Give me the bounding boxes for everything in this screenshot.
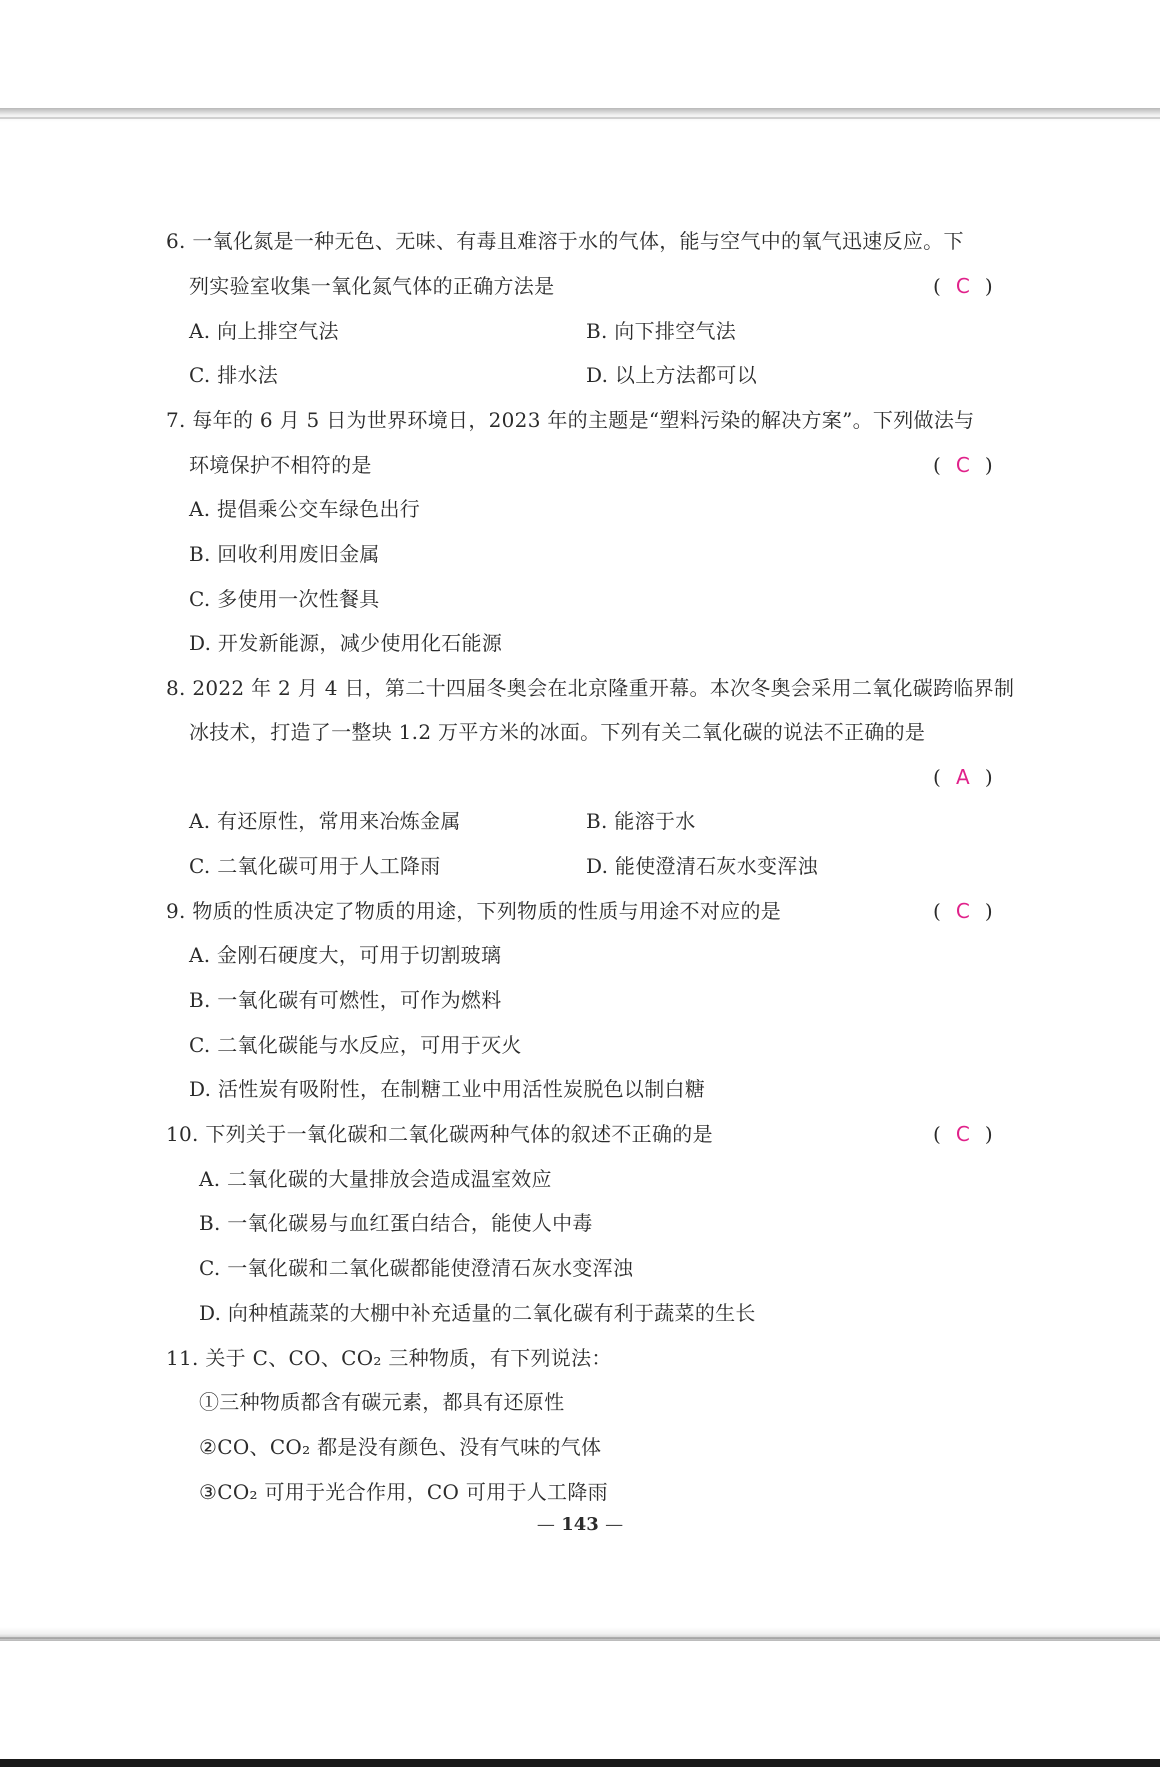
q9-option-b: B. 一氧化碳有可燃性，可作为燃料 [189, 988, 502, 1012]
q7-option-a: A. 提倡乘公交车绿色出行 [189, 497, 421, 521]
page-bottom-shadow [0, 1627, 1160, 1641]
bracket-open: ( [933, 765, 941, 789]
page-top-edge [0, 117, 1160, 119]
page-top-shadow [0, 108, 1160, 122]
bracket-open: ( [933, 1122, 941, 1146]
bracket-close: ) [984, 765, 993, 789]
q9-answer-bracket [933, 897, 993, 925]
q10-answer: C [955, 1122, 970, 1146]
q9-option-c: C. 二氧化碳能与水反应，可用于灭火 [189, 1033, 522, 1057]
q7-answer-bracket [933, 451, 993, 479]
bracket-close: ) [984, 899, 993, 923]
q7-option-d: D. 开发新能源，减少使用化石能源 [189, 631, 503, 655]
q11-stem-line1: 11. 关于 C、CO、CO₂ 三种物质，有下列说法： [166, 1346, 612, 1370]
bracket-close: ) [984, 274, 993, 298]
q10-option-a: A. 二氧化碳的大量排放会造成温室效应 [199, 1167, 552, 1191]
q7-stem-line2: 环境保护不相符的是 [189, 453, 372, 477]
q7-option-c: C. 多使用一次性餐具 [189, 587, 380, 611]
page-dash-left: — [536, 1514, 555, 1535]
page-number-footer [0, 1512, 1160, 1538]
q9-stem-line1: 9. 物质的性质决定了物质的用途，下列物质的性质与用途不对应的是 [166, 899, 782, 923]
bracket-open: ( [933, 453, 941, 477]
q7-answer: C [955, 453, 970, 477]
q10-option-b: B. 一氧化碳易与血红蛋白结合，能使人中毒 [199, 1211, 593, 1235]
q8-stem-line2: 冰技术，打造了一整块 1.2 万平方米的冰面。下列有关二氧化碳的说法不正确的是 [189, 720, 926, 744]
q6-stem-line2: 列实验室收集一氧化氮气体的正确方法是 [189, 274, 555, 298]
page-dash-right: — [605, 1514, 624, 1535]
q6-answer-bracket [933, 272, 993, 300]
q11-statement-3: ③CO₂ 可用于光合作用，CO 可用于人工降雨 [199, 1480, 608, 1504]
q6-option-a: A. 向上排空气法 [189, 319, 339, 343]
q8-stem-line1: 8. 2022 年 2 月 4 日，第二十四届冬奥会在北京隆重开幕。本次冬奥会采用二氧化碳跨临界制 [166, 676, 1015, 700]
q8-option-c: C. 二氧化碳可用于人工降雨 [189, 854, 441, 878]
q7-option-b: B. 回收利用废旧金属 [189, 542, 380, 566]
bracket-open: ( [933, 899, 941, 923]
q8-option-a: A. 有还原性，常用来冶炼金属 [189, 809, 461, 833]
q9-option-d: D. 活性炭有吸附性，在制糖工业中用活性炭脱色以制白糖 [189, 1077, 706, 1101]
q10-option-c: C. 一氧化碳和二氧化碳都能使澄清石灰水变浑浊 [199, 1256, 634, 1280]
q10-stem-line1: 10. 下列关于一氧化碳和二氧化碳两种气体的叙述不正确的是 [166, 1122, 713, 1146]
q6-option-c: C. 排水法 [189, 363, 279, 387]
q6-option-d: D. 以上方法都可以 [586, 363, 758, 387]
q11-statement-2: ②CO、CO₂ 都是没有颜色、没有气味的气体 [199, 1435, 602, 1459]
q8-option-b: B. 能溶于水 [586, 809, 696, 833]
q11-statement-1: ①三种物质都含有碳元素，都具有还原性 [199, 1390, 565, 1414]
viewer-bottom-bar [0, 1759, 1160, 1767]
q10-option-d: D. 向种植蔬菜的大棚中补充适量的二氧化碳有利于蔬菜的生长 [199, 1301, 756, 1325]
q8-answer-bracket [933, 763, 993, 791]
q8-option-d: D. 能使澄清石灰水变浑浊 [586, 854, 818, 878]
bracket-close: ) [984, 1122, 993, 1146]
q9-option-a: A. 金刚石硬度大，可用于切割玻璃 [189, 943, 502, 967]
q9-answer: C [955, 899, 970, 923]
q6-stem-line1: 6. 一氧化氮是一种无色、无味、有毒且难溶于水的气体，能与空气中的氧气迅速反应。下 [166, 229, 964, 253]
q7-stem-line1: 7. 每年的 6 月 5 日为世界环境日，2023 年的主题是“塑料污染的解决方案”。下列做法与 [166, 408, 975, 432]
bracket-close: ) [984, 453, 993, 477]
q6-option-b: B. 向下排空气法 [586, 319, 737, 343]
q10-answer-bracket [933, 1120, 993, 1148]
bracket-open: ( [933, 274, 941, 298]
q6-answer: C [955, 274, 970, 298]
page-number: 143 [561, 1514, 599, 1535]
q8-answer: A [955, 765, 970, 789]
